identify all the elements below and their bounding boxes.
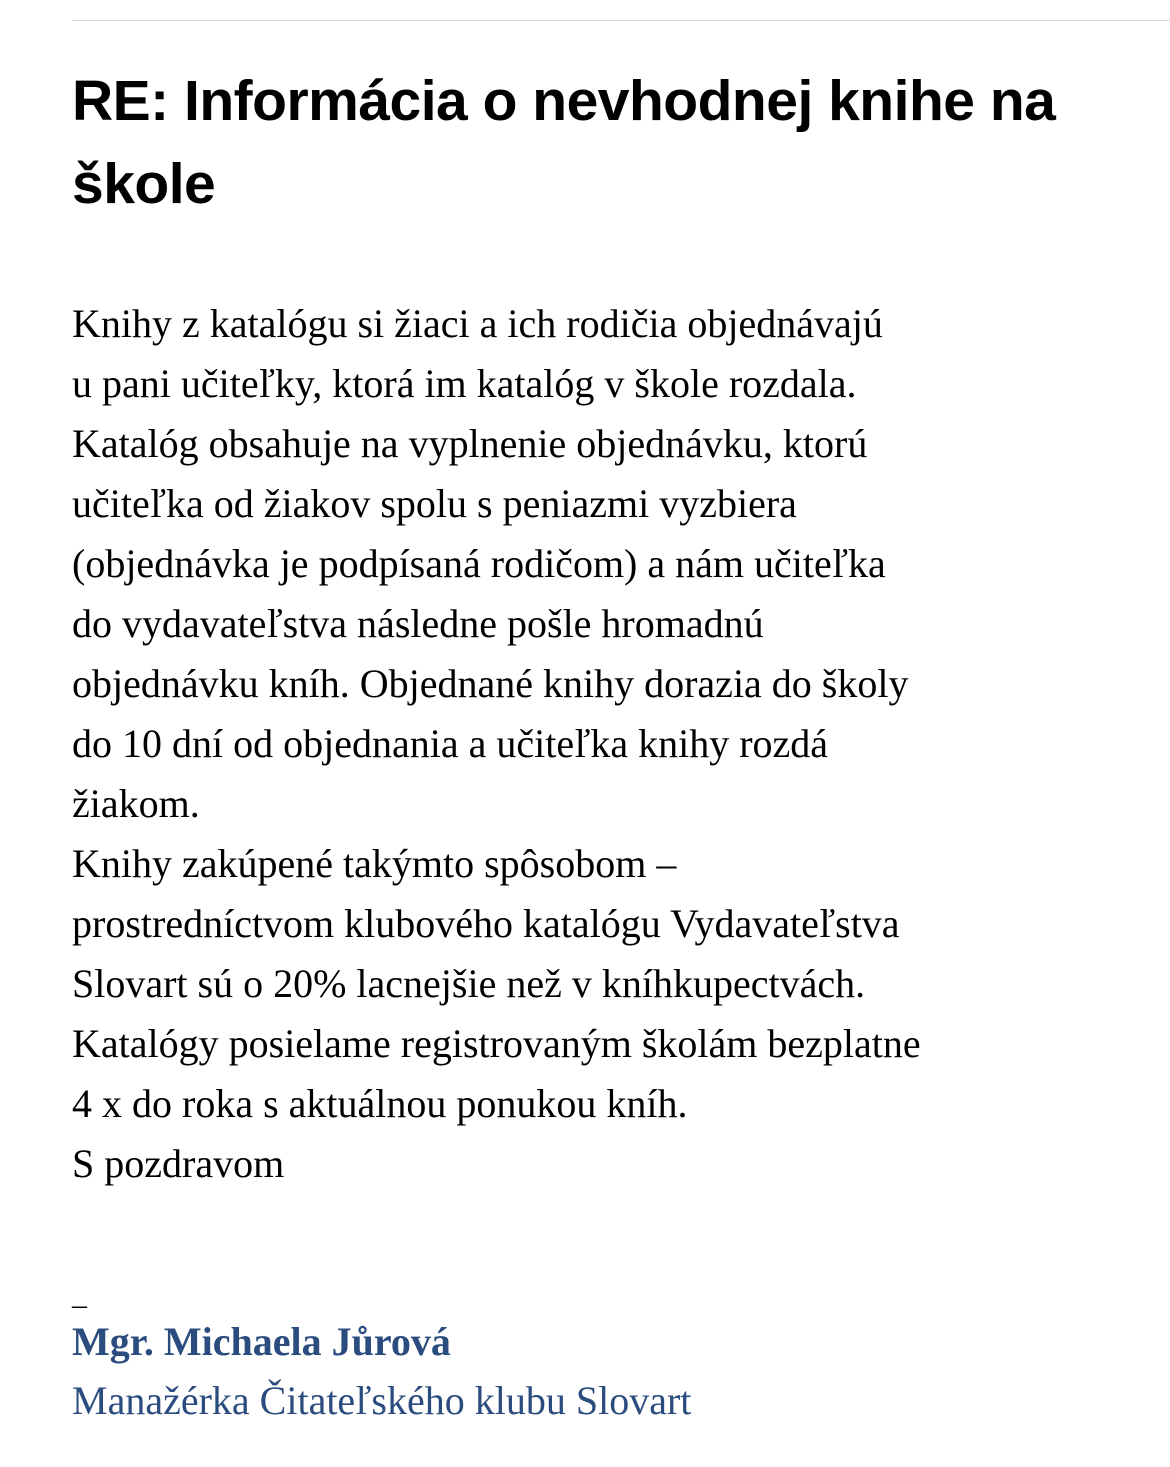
email-body [72,294,1142,1194]
top-divider [72,20,1170,21]
body-line: Knihy z katalógu si žiaci a ich rodičia objednávajú [72,301,883,346]
body-line: Slovart sú o 20% lacnejšie než v kníhkupectvách. [72,961,866,1006]
body-line: Knihy zakúpené takýmto spôsobom – [72,841,677,886]
body-line: 4 x do roka s aktuálnou ponukou kníh. [72,1081,688,1126]
body-line: Katalóg obsahuje na vyplnenie objednávku, ktorú [72,421,868,466]
body-line: do 10 dní od objednania a učiteľka knihy rozdá [72,721,829,766]
body-line: do vydavateľstva následne pošle hromadnú [72,601,764,646]
signature-separator: _ [72,1278,87,1311]
closing-line: S pozdravom [72,1141,285,1186]
body-line: Katalógy posielame registrovaným školám bezplatne [72,1021,921,1066]
body-line: objednávku kníh. Objednané knihy dorazia do školy [72,661,909,706]
body-line: žiakom. [72,781,200,826]
body-line: prostredníctvom klubového katalógu Vydavateľstva [72,901,900,946]
body-line: (objednávka je podpísaná rodičom) a nám učiteľka [72,541,886,586]
signature-title: Manažérka Čitateľského klubu Slovart [72,1378,692,1423]
body-line: učiteľka od žiakov spolu s peniazmi vyzbiera [72,481,797,526]
email-subject: RE: Informácia o nevhodnej knihe na škole [72,69,1056,216]
body-line: u pani učiteľky, ktorá im katalóg v škole rozdala. [72,361,857,406]
signature-name: Mgr. Michaela Jůrová [72,1319,451,1364]
